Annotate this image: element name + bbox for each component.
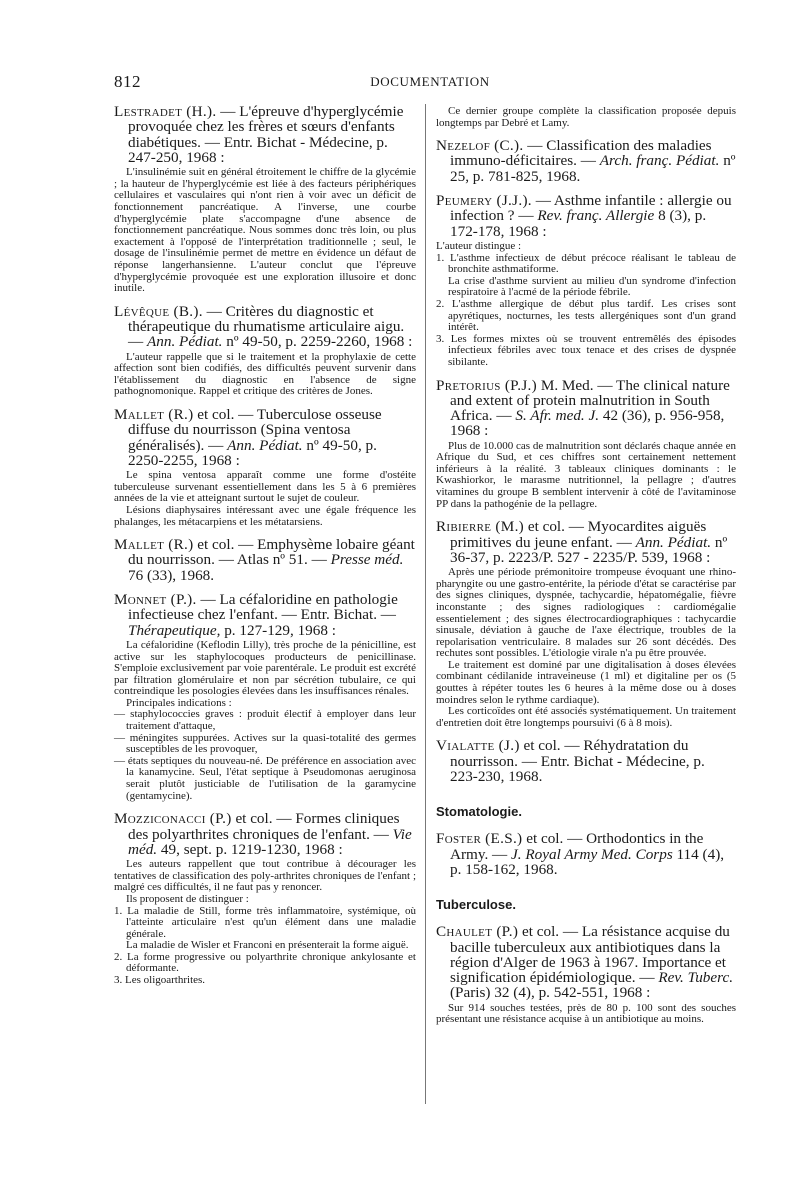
entry-citation	[114, 811, 416, 857]
entry-author: Pretorius (P.J.)	[436, 376, 538, 394]
abstract-paragraph: 2. L'asthme allergique de début plus tardif. Les crises sont apyrétiques, nocturnes, les tests allergéniques sont d'un grand intérêt.	[436, 297, 736, 334]
abstract-paragraph: 1. La maladie de Still, forme très inflammatoire, systémique, où l'atteinte articulaire n'est qu'un élément dans une maladie générale.	[114, 904, 416, 940]
entry-citation-text: 49, sept. p. 1219-1230, 1968 :	[157, 840, 343, 858]
abstract-paragraph: Le traitement est dominé par une digitalisation à doses élevées combinant cédilanide intraveineuse (1 ml) et digitaline per os (5 gouttes à répéter toutes les 6 heures à la même dose ou à doses moindres selon le rythme cardiaque).	[436, 658, 736, 706]
bibliography-entry	[436, 519, 736, 729]
entry-citation-text: et col. — Orthodontics in the Army. —	[450, 830, 704, 863]
abstract-paragraph: Les corticoïdes ont été associés systématiquement. Un traitement d'entretien doit être longtemps poursuivi (6 à 8 mois).	[436, 705, 736, 729]
entry-citation-text: nº 25, p. 781-825, 1968.	[450, 152, 736, 185]
entry-journal: Ann. Pédiat.	[635, 533, 712, 551]
entry-citation	[436, 378, 736, 439]
abstract-paragraph: La crise d'asthme survient au milieu d'un syndrome d'infection respiratoire à l'acmé de la période fébrile.	[448, 274, 736, 299]
entry-abstract	[436, 241, 736, 369]
entry-journal: Rev. Tuberc.	[658, 969, 734, 987]
entry-citation-text: et col. — Myocardites aiguës primitives du jeune enfant. —	[450, 518, 707, 551]
entry-citation	[114, 304, 416, 350]
abstract-paragraph: Le spina ventosa apparaît comme une forme d'ostéite tuberculeuse survenant essentiellement dans les 5 à 6 premières années de la vie et atteignant surtout le sujet de couleur.	[114, 469, 416, 505]
entry-citation	[436, 138, 736, 184]
entry-abstract	[114, 352, 416, 398]
abstract-paragraph: La maladie de Wisler et Franconi en présenterait la forme aiguë.	[126, 939, 409, 952]
right-column	[436, 104, 736, 1035]
column-divider	[425, 104, 426, 1104]
abstract-paragraph: 3. Les formes mixtes où se trouvent entremêlés des épisodes infectieux fébriles avec toux tenace et des crises de dyspnée sibilante.	[436, 332, 736, 368]
entry-journal: Ann. Pédiat.	[227, 436, 303, 454]
abstract-paragraph: — staphylococcies graves : produit électif à employer dans leur traitement d'attaque,	[114, 708, 416, 733]
entry-citation	[114, 104, 416, 165]
bibliography-entry	[436, 738, 736, 784]
entry-citation-text: 114 (4), p. 158-162, 1968.	[450, 845, 725, 878]
entry-journal: Rev. franç. Allergie	[537, 207, 655, 225]
abstract-paragraph: L'auteur distingue :	[436, 239, 522, 252]
entry-citation-text: — L'épreuve d'hyperglycémie provoquée chez les frères et sœurs d'enfants diabétiques. — Entr. Bichat - Médecine, p. 247-250, 1968 :	[128, 103, 404, 166]
entry-citation-text: et col. — Réhydratation du nourrisson. — Entr. Bichat - Médecine, p. 223-230, 1968.	[450, 737, 705, 786]
bibliography-entry	[436, 924, 736, 1026]
entry-author: Mallet (R.)	[114, 536, 194, 554]
entry-citation-text: (Paris) 32 (4), p. 542-551, 1968 :	[450, 984, 651, 1002]
entry-author: Ribierre (M.)	[436, 518, 525, 536]
abstract-paragraph: Principales indications :	[126, 696, 232, 709]
abstract-paragraph: 3. Les oligoarthrites.	[114, 974, 206, 987]
entry-citation-text: nº 36-37, p. 2223/P. 527 - 2235/P. 539, 1968 :	[450, 533, 728, 566]
left-column	[114, 104, 416, 996]
bibliography-entry	[436, 138, 736, 184]
entry-abstract	[436, 567, 736, 729]
abstract-paragraph: L'auteur rappelle que si le traitement et la prophylaxie de cette affection sont bien codifiés, des difficultés peuvent survenir dans l'établissement du diagnostic en l'absence de signe pathognomonique. Rappel et critique des critères de Jones.	[114, 350, 416, 398]
entry-citation	[436, 738, 736, 784]
entry-citation	[114, 592, 416, 638]
abstract-paragraph: Après une période prémonitoire trompeuse évoquant une rhino-pharyngite ou une gastro-entérite, la période d'état se caractérise par des signes cliniques, dyspnée, tachycardie, hépatomégalie, fièvre inconstante ; des signes radiologiques : cardiomégalie essentielement ; des signes électrocardiographiques : tachycardie sinusale, déviation à gauche de l'axe électrique, troubles de la repolarisation ventriculaire. 8 malades sur 26 sont décédés. Des rechutes sont possibles. L'étiologie virale n'a pu être prouvée.	[436, 566, 736, 660]
entry-journal: Vie méd.	[128, 825, 412, 858]
entry-author: Mallet (R.)	[114, 405, 194, 423]
entry-citation-text: 8 (3), p. 172-178, 1968 :	[450, 207, 707, 240]
entry-author: Vialatte (J.)	[436, 737, 520, 755]
bibliography-entry	[436, 831, 736, 877]
entry-citation	[436, 193, 736, 239]
bibliography-entry	[114, 592, 416, 802]
entry-abstract	[114, 167, 416, 295]
entry-citation	[436, 924, 736, 1000]
abstract-paragraph: Sur 914 souches testées, près de 80 p. 100 sont des souches présentant une résistance acquise à un antibiotique au moins.	[436, 1001, 736, 1026]
entry-citation	[114, 407, 416, 468]
section-title: Stomatologie.	[436, 804, 522, 820]
running-title: DOCUMENTATION	[370, 74, 490, 89]
entry-author: Monnet (P.).	[114, 591, 197, 609]
entry-citation-text: M. Med. — The clinical nature and extent of protein malnutrition in South Africa. —	[450, 376, 730, 425]
entry-author: Peumery (J.J.).	[436, 192, 532, 210]
entry-citation-text: et col. — Tuberculose osseuse diffuse du nourrisson (Spina ventosa généralisés). —	[128, 405, 382, 454]
entry-citation	[114, 537, 416, 583]
entry-citation	[436, 831, 736, 877]
entry-citation	[436, 519, 736, 565]
entry-citation-text: nº 49-50, p. 2259-2260, 1968 :	[222, 333, 413, 351]
entry-abstract	[114, 470, 416, 528]
entry-citation-text: 76 (33), 1968.	[128, 566, 215, 584]
entry-abstract	[114, 859, 416, 987]
abstract-paragraph: L'insulinémie suit en général étroitement le chiffre de la glycémie ; la hauteur de l'hyperglycémie est liée à des facteurs périphériques cellulaires et vasculaires qui n'ont rien à voir avec un déficit de fonctionnement pancréatique. A l'inverse, une courbe d'hyperglycémie plate s'accompagne d'une absence de fonctionnement pancréatique. Nous sommes donc très loin, ou plus exactement à l'opposé de l'interprétation traditionnelle ; seul, le dosage de l'insulinémie permet de mettre en évidence un défaut de réponse langerhansienne. L'auteur conclut que l'épreuve d'hyperglycémie provoquée est une exploration illusoire et donc inutile.	[114, 166, 416, 295]
bibliography-entry	[114, 104, 416, 295]
entry-journal: Arch. franç. Pédiat.	[599, 152, 720, 170]
entry-citation-text: nº 49-50, p. 2250-2255, 1968 :	[128, 436, 377, 469]
entry-author: Nezelof (C.).	[436, 137, 524, 155]
abstract-paragraph: — méningites suppurées. Actives sur la quasi-totalité des germes susceptibles de les provoquer,	[114, 731, 416, 756]
entry-author: Lestradet (H.).	[114, 103, 217, 120]
bibliography-entry	[114, 407, 416, 528]
entry-author: Chaulet (P.)	[436, 923, 519, 941]
abstract-paragraph: — états septiques du nouveau-né. De préférence en association avec la kanamycine. Seul, l'état septique à Pseudomonas aeruginosa serait plutôt justiciable de l'utilisation de la garamycine (gentamycine).	[114, 754, 416, 802]
entry-author: Mozziconacci (P.)	[114, 810, 232, 828]
entry-abstract	[114, 640, 416, 802]
entry-citation-text: — La céfaloridine en pathologie infectieuse chez l'enfant. — Entr. Bichat. —	[128, 591, 398, 624]
abstract-paragraph: La céfaloridine (Keflodin Lilly), très proche de la pénicilline, est active sur les staphylocoques producteurs de penicillinase. S'emploie exclusivement par voie parentérale. Le produit est excrété par filtration glomérulaire et non par sécrétion tubulaire, ce qui contreindique les posologies élevées dans les insuffisances rénales.	[114, 638, 416, 698]
bibliography-entry	[436, 106, 736, 129]
entry-journal: Ann. Pédiat.	[146, 333, 223, 351]
entry-citation-text: — Classification des maladies immuno-déficitaires. —	[450, 137, 712, 170]
abstract-paragraph: Lésions diaphysaires intéressant avec une égale fréquence les phalanges, les métacarpiens et les métatarsiens.	[114, 503, 416, 528]
bibliography-entry	[114, 304, 416, 398]
entry-citation-text: p. 127-129, 1968 :	[220, 621, 336, 639]
bibliography-entry	[436, 193, 736, 368]
abstract-paragraph: Les auteurs rappellent que tout contribue à décourager les tentatives de classification des poly-arthrites chroniques de l'enfant ; malgré ces difficultés, il ne faut pas y renoncer.	[114, 858, 416, 894]
entry-author: Foster (E.S.)	[436, 830, 523, 848]
entry-author: Lévêque (B.).	[114, 302, 203, 320]
page-number: 812	[114, 72, 141, 91]
entry-abstract	[436, 1003, 736, 1026]
entry-citation-text: 42 (36), p. 956-958, 1968 :	[450, 407, 725, 440]
section-title: Tuberculose.	[436, 897, 516, 913]
entry-journal: S. Afr. med. J.	[515, 407, 600, 425]
abstract-paragraph: 1. L'asthme infectieux de début précoce réalisant le tableau de bronchite asthmatiforme.	[436, 251, 736, 276]
bibliography-entry	[114, 811, 416, 986]
entry-journal: Thérapeutique,	[128, 621, 221, 639]
entry-journal: Presse méd.	[330, 551, 404, 569]
bibliography-entry	[114, 537, 416, 583]
abstract-paragraph: 2. La forme progressive ou polyarthrite chronique ankylosante et déformante.	[114, 950, 416, 975]
entry-citation-text: et col. — Emphysème lobaire géant du nourrisson. — Atlas nº 51. —	[128, 536, 415, 569]
abstract-paragraph: Ils proposent de distinguer :	[126, 892, 249, 905]
entry-abstract	[436, 106, 736, 129]
bibliography-entry	[436, 378, 736, 511]
entry-citation-text: — Asthme infantile : allergie ou infection ? —	[450, 192, 732, 225]
entry-journal: J. Royal Army Med. Corps	[511, 845, 673, 863]
entry-citation-text: et col. — La résistance acquise du bacille tuberculeux aux antibiotiques dans la région d'Alger de 1963 à 1967. Importance et signification épidémiologique. —	[450, 923, 730, 987]
entry-abstract	[436, 441, 736, 511]
abstract-paragraph: Plus de 10.000 cas de malnutrition sont déclarés chaque année en Afrique du Sud, et ces chiffres sont certainement nettement inférieurs à la réalité. 3 tableaux cliniques dominants : le Kwashiorkor, le marasme nutritionnel, la pellagre ; d'autres vitamines du groupe B semblent intervenir à côté de l'avitaminose PP dans la pathogénie de la pellagre.	[436, 439, 736, 510]
abstract-paragraph: Ce dernier groupe complète la classification proposée depuis longtemps par Debré et Lamy.	[436, 105, 736, 129]
entry-citation-text: — Critères du diagnostic et thérapeutique du rhumatisme articulaire aigu. —	[128, 302, 405, 351]
entry-citation-text: et col. — Formes cliniques des polyarthrites chroniques de l'enfant. —	[128, 810, 400, 843]
